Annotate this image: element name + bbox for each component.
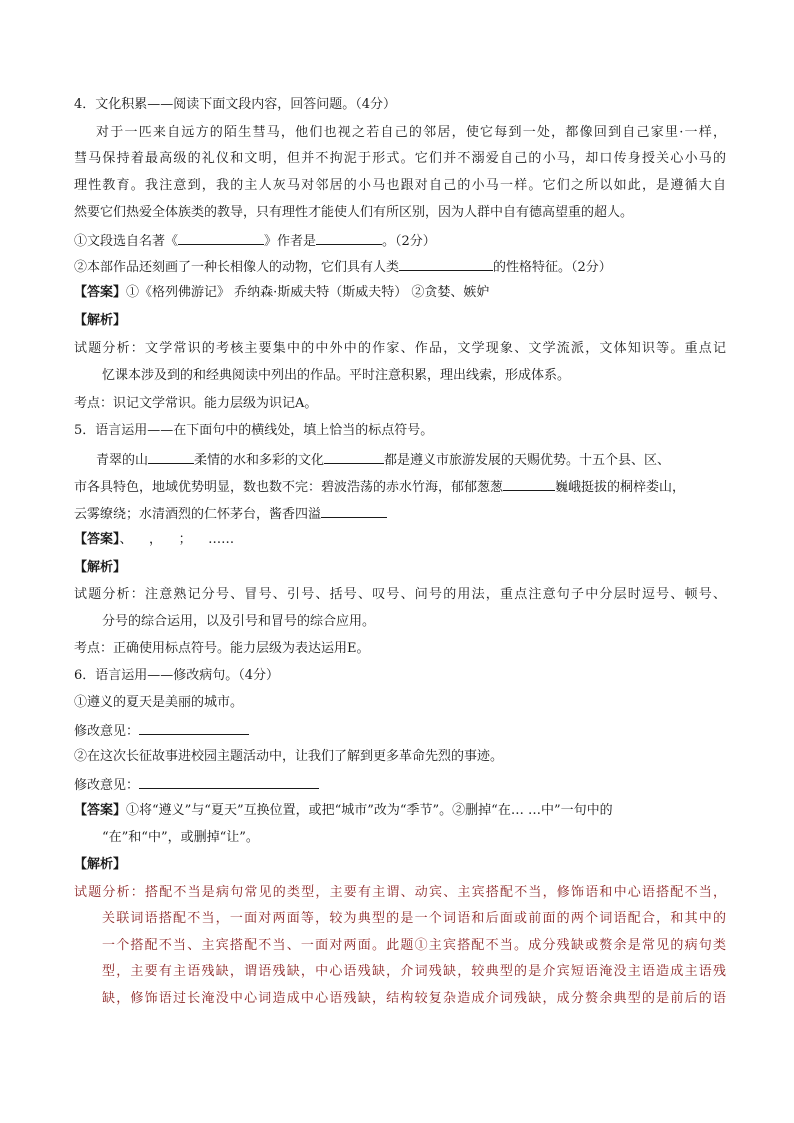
q4-sub1: ①文段选自名著《 》作者是 。（2分）	[74, 231, 726, 249]
q5-blank-3[interactable]	[503, 477, 555, 491]
q5-blank-2[interactable]	[324, 450, 384, 464]
q4-analysis-line: 忆课本涉及到的和经典阅读中列出的作品。平时注意积累，理出线索，形成体系。	[102, 368, 571, 383]
q6-fix-line-1: 修改意见：	[74, 721, 726, 739]
q5-blank-1[interactable]	[148, 450, 194, 464]
analysis-label: 【解析】	[74, 857, 127, 872]
q6-fix-blank-2[interactable]	[139, 775, 319, 789]
q4-title: 4．文化积累——阅读下面文段内容，回答问题。（4分）	[74, 97, 397, 112]
q5-answer: 【答案】、 ， ； ……	[74, 532, 235, 547]
q4-passage-line: 理性教育。我注意到，我的主人灰马对邻居的小马也跟对自己的小马一样。它们之所以如此，是遵循大自	[74, 178, 726, 193]
q6-sentence-1: ①遵义的夏天是美丽的城市。	[74, 695, 244, 710]
q4-passage-line: 彗马保持着最高级的礼仪和文明，但并不拘泥于形式。它们并不溺爱自己的小马，却口传身授关心小马的	[74, 151, 726, 166]
q4-author-blank[interactable]	[316, 231, 382, 245]
q4-passage-line: 对于一匹来自远方的陌生彗马，他们也视之若自己的邻居，使它每到一处，都像回到自己家里·一样，	[96, 125, 726, 140]
q4-book-blank[interactable]	[178, 231, 264, 245]
q5-title: 5．语言运用——在下面句中的横线处，填上恰当的标点符号。	[74, 423, 434, 438]
q4-analysis-line: 试题分析：文学常识的考核主要集中的中外中的作家、作品，文学现象、文学流派，文体知识等。重点记	[74, 341, 726, 356]
q5-analysis-line: 试题分析：注意熟记分号、冒号、引号、括号、叹号、问号的用法，重点注意句子中分层时逗号、顿号、	[74, 587, 726, 602]
answer-label: 【答案】	[74, 532, 120, 547]
answer-label: 【答案】	[74, 803, 127, 818]
q6-answer: 【答案】①将“遵义”与“夏天”互换位置，或把“城市”改为“季节”。②删掉“在… …中”一句中的	[74, 803, 613, 818]
q4-sub2: ②本部作品还刻画了一种长相像人的动物，它们具有人类 的性格特征。（2分）	[74, 257, 726, 275]
q6-answer-line: “在”和“中”，或删掉“让”。	[102, 830, 259, 845]
answer-label: 【答案】	[74, 285, 127, 300]
q5-sentence-line: 市各具特色，地域优势明显，数也数不完：碧波浩荡的赤水竹海，郁郁葱葱 巍峨挺拔的桐梓娄山，	[74, 477, 726, 495]
analysis-label: 【解析】	[74, 560, 127, 575]
q4-passage-line: 然要它们热爱全体族类的教导，只有理性才能使人们有所区别，因为人群中自有德高望重的超人。	[74, 205, 634, 220]
q6-analysis-line: 试题分析：搭配不当是病句常见的类型，主要有主谓、动宾、主宾搭配不当，修饰语和中心语搭配不当，	[74, 885, 726, 900]
q5-point: 考点：正确使用标点符号。能力层级为表达运用E。	[74, 641, 370, 656]
q5-sentence-line: 青翠的山 柔情的水和多彩的文化 都是遵义市旅游发展的天赐优势。十五个县、区、	[96, 450, 726, 468]
q6-analysis-line: 一个搭配不当、主宾搭配不当、一面对两面。此题①主宾搭配不当。成分残缺或赘余是常见的病句类	[102, 938, 726, 953]
q5-analysis-line: 分号的综合运用，以及引号和冒号的综合应用。	[102, 614, 376, 629]
q5-sentence-line: 云雾缭绕；水清酒烈的仁怀茅台，酱香四溢	[74, 504, 726, 522]
q6-analysis-line: 缺，修饰语过长淹没中心词造成中心语残缺，结构较复杂造成介词残缺，成分赘余典型的是前后的语	[102, 991, 726, 1006]
q4-answer: 【答案】①《格列佛游记》 乔纳森·斯威夫特（斯威夫特） ②贪婪、嫉妒	[74, 285, 490, 300]
q4-point: 考点：识记文学常识。能力层级为识记A。	[74, 396, 318, 411]
q5-blank-4[interactable]	[321, 504, 387, 518]
q4-trait-blank[interactable]	[399, 257, 493, 271]
analysis-label: 【解析】	[74, 313, 127, 328]
q6-fix-blank-1[interactable]	[139, 721, 249, 735]
q6-title: 6．语言运用——修改病句。（4分）	[74, 668, 280, 683]
q6-fix-line-2: 修改意见：	[74, 775, 726, 793]
q6-analysis-line: 关联词语搭配不当，一面对两面等，较为典型的是一个词语和后面或前面的两个词语配合，和其中的	[102, 911, 726, 926]
q6-sentence-2: ②在这次长征故事进校园主题活动中，让我们了解到更多革命先烈的事迹。	[74, 749, 504, 764]
q6-analysis-line: 型，主要有主语残缺，谓语残缺，中心语残缺，介词残缺，较典型的是介宾短语淹没主语造成主语残	[102, 964, 726, 979]
